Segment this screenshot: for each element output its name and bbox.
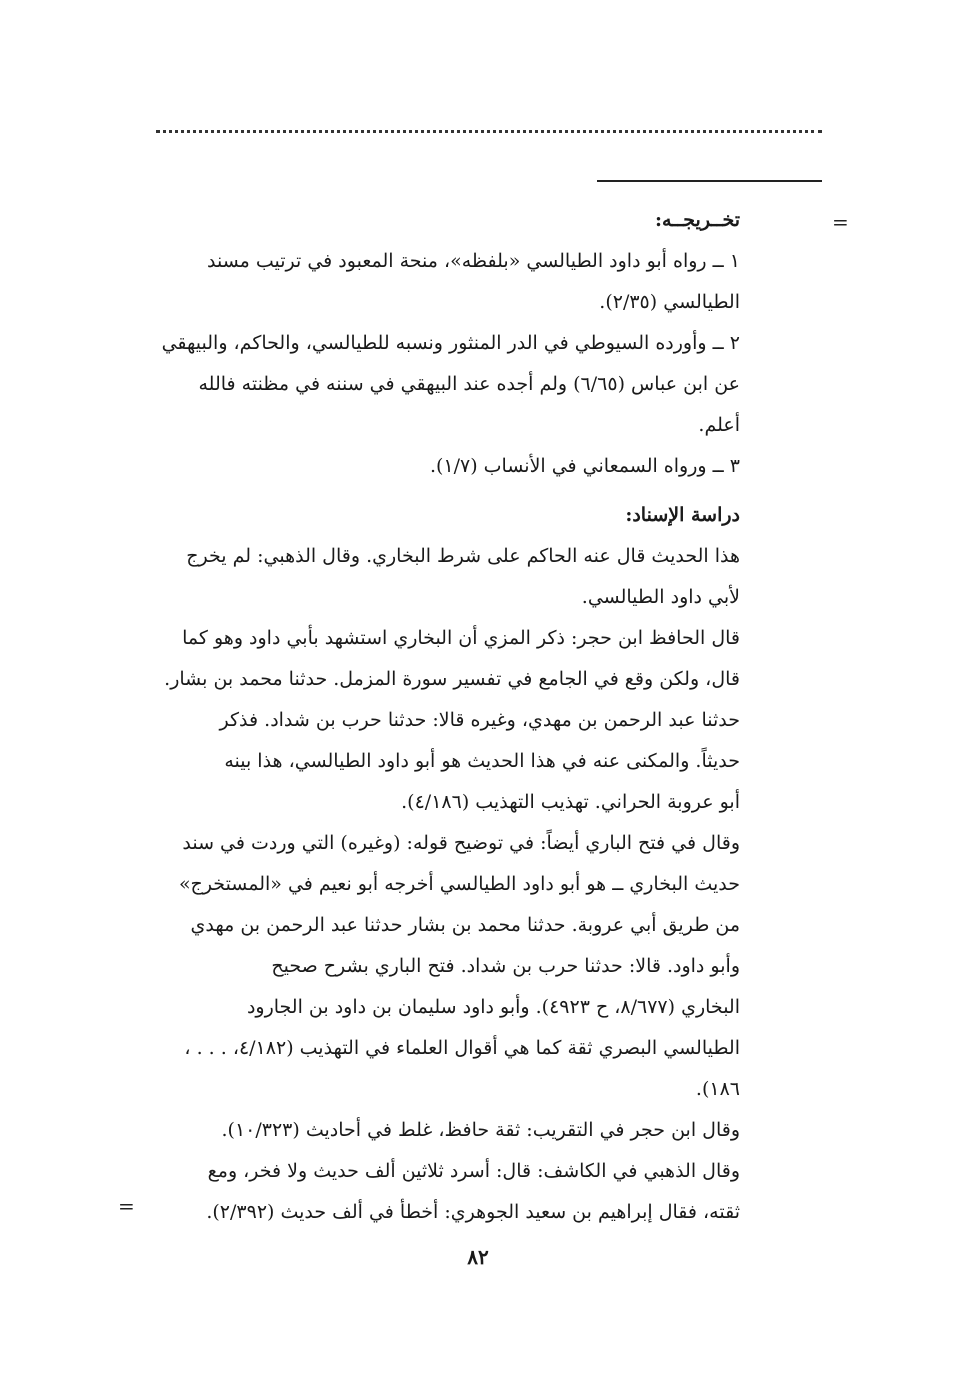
isnad-line: ١٨٦). [695,1078,740,1100]
isnad-line: حديثاً. والمكنى عنه في هذا الحديث هو أبو داود الطيالسي، هذا بينه [224,750,740,772]
isnad-line: ثقته، فقال إبراهيم بن سعيد الجوهري: أخطأ في ألف حديث (٢/٣٩٢). [206,1201,740,1223]
isnad-line: وأبو داود. قالا: حدثنا حرب بن شداد. فتح الباري بشرح صحيح [271,955,740,977]
dotted-separator [156,130,822,133]
isnad-line: وقال في فتح الباري أيضاً: في توضيح قوله: (وغيره) التي وردت في سند [182,832,740,854]
footnote-rule [597,180,822,182]
isnad-line: وقال الذهبي في الكاشف: قال: أسرد ثلاثين ألف حديث ولا فخر، ومع [207,1160,740,1182]
isnad-line: قال، ولكن وقع في الجامع في تفسير سورة المزمل. حدثنا محمد بن بشار. [164,668,740,690]
page-number: ٨٢ [467,1245,489,1269]
isnad-line: لأبي داود الطيالسي. [581,586,740,608]
isnad-line: الطيالسي البصري ثقة كما هي أقوال العلماء في التهذيب (٤/١٨٢، . . . ، [184,1037,740,1059]
takhrij-line: الطيالسي (٢/٣٥). [599,291,740,313]
isnad-line: هذا الحديث قال عنه الحاكم على شرط البخاري. وقال الذهبي: لم يخرج [186,545,740,567]
takhrij-heading: تخــريجــه: [654,209,740,231]
isnad-line: البخاري (٨/٦٧٧، ح ٤٩٢٣). وأبو داود سليمان بن داود بن الجارود [246,996,740,1018]
takhrij-line: عن ابن عباس (٦/٦٥) ولم أجده عند البيهقي في سننه في مظنته فالله [198,373,740,395]
takhrij-line: أعلم. [698,414,740,436]
section-gap [128,487,740,495]
isnad-line: من طريق أبي عروبة. حدثنا محمد بن بشار حدثنا عبد الرحمن بن مهدي [190,914,740,936]
takhrij-line: ٣ ــ ورواه السمعاني في الأنساب (١/٧). [429,455,740,477]
takhrij-line: ١ ــ رواه أبو داود الطيالسي «بلفظه»، منحة المعبود في ترتيب مسند [206,250,740,272]
continuation-mark-bottom: = [118,1194,135,1218]
continuation-mark-top: = [832,210,849,234]
takhrij-line: ٢ ــ وأورده السيوطي في الدر المنثور ونسبه للطيالسي، والحاكم، والبيهقي [161,332,740,354]
isnad-line: وقال ابن حجر في التقريب: ثقة حافظ، غلط في أحاديث (١٠/٣٢٣). [221,1119,740,1141]
isnad-line: قال الحافظ ابن حجر: ذكر المزي أن البخاري استشهد بأبي داود وهو كما [182,627,740,649]
isnad-line: حديث البخاري ــ هو أبو داود الطيالسي أخرجه أبو نعيم في «المستخرج» [178,873,740,895]
footnote-body [128,200,740,1233]
isnad-line: حدثنا عبد الرحمن بن مهدي، وغيره قالا: حدثنا حرب بن شداد. فذكر [219,709,740,731]
isnad-line: أبو عروبة الحراني. تهذيب التهذيب (٤/١٨٦). [401,791,740,813]
isnad-heading: دراسة الإسناد: [625,504,740,526]
